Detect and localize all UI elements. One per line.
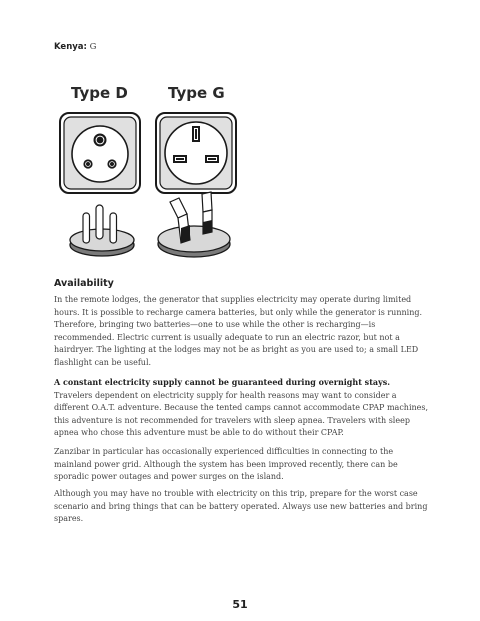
plug-type-g-title: Type G (168, 84, 225, 102)
country-line (54, 42, 96, 52)
country-label: Kenya: (54, 42, 87, 52)
plug-type-d-title: Type D (71, 84, 128, 102)
page-number: 51 (232, 598, 248, 611)
availability-paragraph-2 (54, 376, 429, 440)
type-d-socket-illustration (58, 111, 142, 195)
availability-heading: Availability (54, 278, 114, 289)
availability-paragraph-2-body: Travelers dependent on electricity supply for health reasons may want to consider a different O.A.T. adventure. Because the tented camps cannot accommodate CPAP machines, this adventure is not recommended for travelers with sleep apnea. Travelers with sleep apnea who chose this adventure must be able to do without their CPAP. (54, 390, 429, 438)
availability-paragraph-4: Although you may have no trouble with electricity on this trip, prepare for the worst case scenario and bring things that can be battery operated. Always use new batteries and bring spares. (54, 489, 428, 524)
type-g-plug-illustration (154, 188, 234, 264)
availability-paragraph-3: Zanzibar in particular has occasionally experienced difficulties in connecting to the mainland power grid. Although the system has been improved recently, there can be sporadic power outages and power surges on the island. (54, 447, 398, 482)
availability-paragraph-1: In the remote lodges, the generator that supplies electricity may operate during limited hours. It is possible to recharge camera batteries, but only while the generator is running. Therefore, bringing two batteries—one to use while the other is recharging—is recommended. Electric current is usually adequate to run an electric razor, but not a hairdryer. The lighting at the lodges may not be as bright as you are used to; a small LED flashlight can be useful. (54, 295, 423, 367)
country-plug-value: G (89, 42, 97, 52)
availability-paragraph-2-lead: A constant electricity supply cannot be guaranteed during overnight stays. (54, 377, 391, 387)
type-d-plug-illustration (66, 202, 138, 262)
type-g-socket-illustration (154, 111, 238, 195)
